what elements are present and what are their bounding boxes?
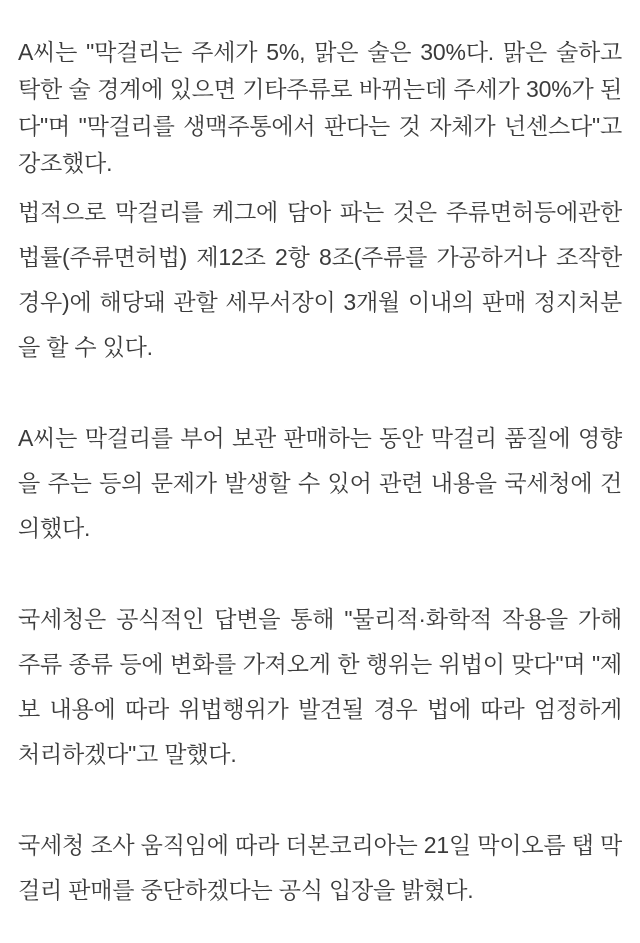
article-paragraph-2: 법적으로 막걸리를 케그에 담아 파는 것은 주류면허등에관한 법률(주류면허법) 제12조 2항 8조(주류를 가공하거나 조작한 경우)에 해당돼 관할 세무서장이 3개월 이내의 판매 정지처분을 할 수 있다.	[18, 199, 622, 360]
article-paragraph-1: A씨는 "막걸리는 주세가 5%, 맑은 술은 30%다. 맑은 술하고 탁한 술 경계에 있으면 기타주류로 바뀌는데 주세가 30%가 된다"며 "막걸리를 생맥주통에서 판다는 것 자체가 넌센스다"고 강조했다.	[18, 39, 622, 176]
article-paragraph-3: A씨는 막걸리를 부어 보관 판매하는 동안 막걸리 품질에 영향을 주는 등의 문제가 발생할 수 있어 관련 내용을 국세청에 건의했다.	[18, 425, 622, 541]
article-paragraph-5: 국세청 조사 움직임에 따라 더본코리아는 21일 막이오름 탭 막걸리 판매를 중단하겠다는 공식 입장을 밝혔다.	[18, 832, 622, 903]
article-paragraph-4: 국세청은 공식적인 답변을 통해 "물리적·화학적 작용을 가해 주류 종류 등에 변화를 가져오게 한 행위는 위법이 맞다"며 "제보 내용에 따라 위법행위가 발견될 경우 법에 따라 엄정하게 처리하겠다"고 말했다.	[18, 606, 622, 767]
